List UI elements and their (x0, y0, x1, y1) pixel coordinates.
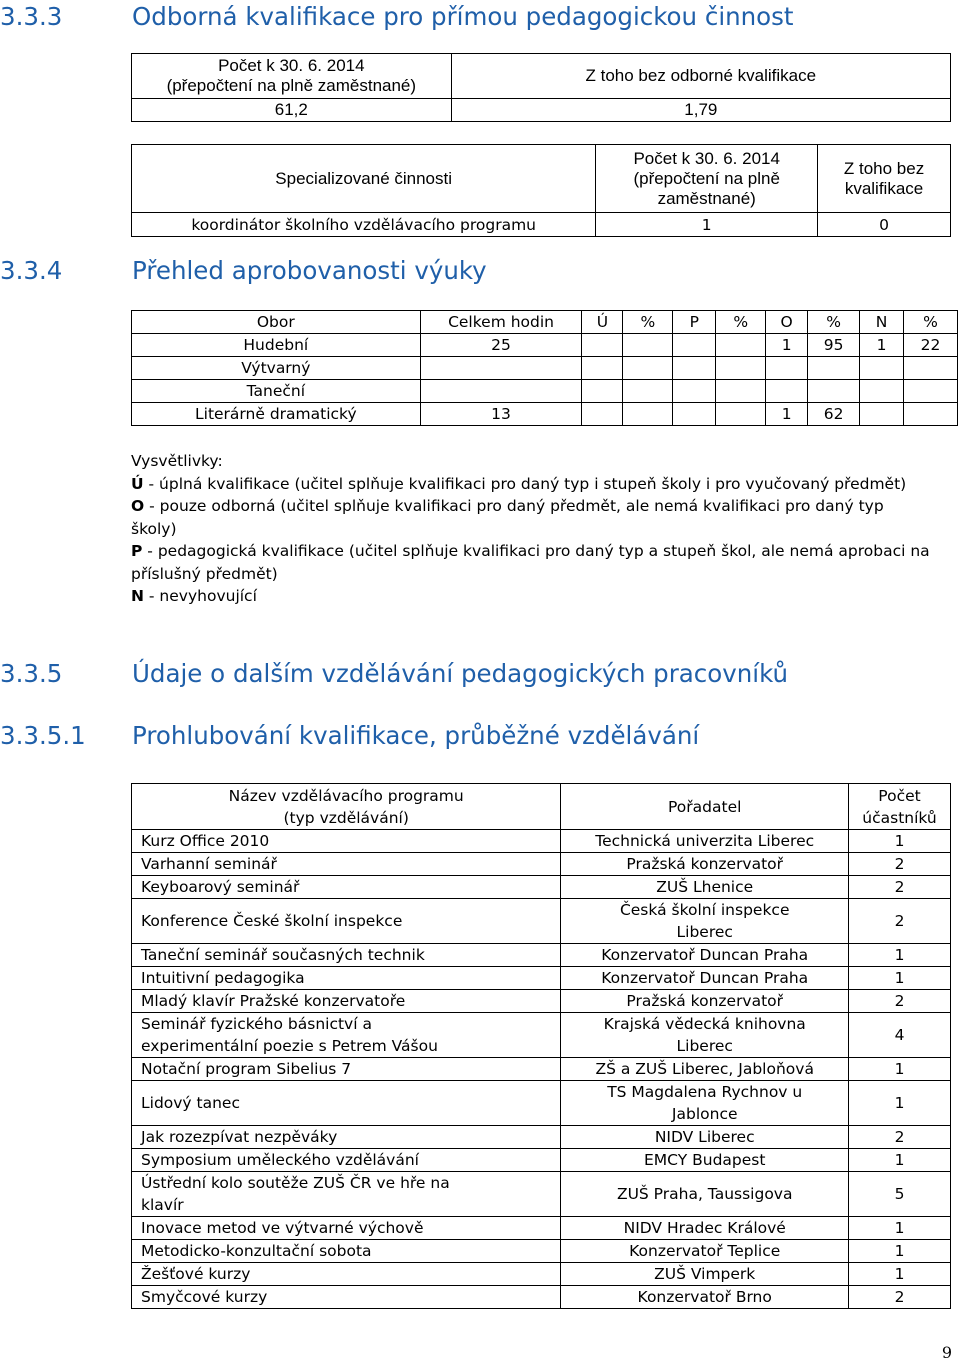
table-row (132, 1013, 951, 1058)
header-count-line1: Počet k 30. 6. 2014 (218, 56, 365, 75)
cell (904, 380, 958, 403)
table-row (132, 334, 958, 357)
header-without-qualification: Z toho bez odborné kvalifikace (451, 54, 950, 99)
cell (623, 334, 673, 357)
page-number: 9 (941, 1343, 952, 1362)
organizer-line: Liberec (676, 1037, 733, 1055)
program-name-line: Notační program Sibelius 7 (141, 1060, 352, 1078)
cell (766, 357, 808, 380)
cell (716, 380, 766, 403)
header-organizer: Pořadatel (561, 784, 849, 830)
cell: Hudební (132, 334, 421, 357)
organizer-line: Konzervatoř Brno (637, 1288, 772, 1306)
row-activity-name: koordinátor školního vzdělávacího programu (132, 213, 596, 237)
participants-count: 1 (849, 1058, 951, 1081)
organizer (561, 1058, 849, 1081)
participants-count: 1 (849, 1263, 951, 1286)
table-row (132, 403, 958, 426)
table-row (132, 1263, 951, 1286)
row-activity-noqual: 0 (818, 213, 951, 237)
header-count-line3: zaměstnané) (657, 188, 756, 208)
header-count-line2: (přepočtení na plně (633, 168, 780, 188)
cell: 62 (808, 403, 860, 426)
program-name-line: Seminář fyzického básnictví a (141, 1015, 372, 1033)
program-name-line: Keyboarový seminář (141, 878, 300, 896)
cell (673, 357, 716, 380)
section-number: 3.3.5 (0, 659, 63, 688)
col-header-p-percent: % (716, 311, 766, 334)
header-program-line1: Název vzdělávacího programu (228, 786, 464, 805)
header-noqual-line1: Z toho bez (843, 158, 925, 178)
cell (860, 403, 904, 426)
cell: 1 (860, 334, 904, 357)
header-specialized: Specializované činnosti (132, 145, 596, 213)
cell (766, 380, 808, 403)
col-header-p: P (673, 311, 716, 334)
cell (420, 380, 582, 403)
organizer-line: Krajská vědecká knihovna (603, 1015, 806, 1033)
legend-key: P (131, 542, 143, 560)
table-row (132, 1172, 951, 1217)
table-row (132, 1286, 951, 1309)
program-name-line: Varhanní seminář (141, 855, 277, 873)
col-header-u-percent: % (623, 311, 673, 334)
cell (582, 380, 623, 403)
participants-count: 1 (849, 1081, 951, 1126)
program-name (132, 1172, 561, 1217)
table-row (132, 990, 951, 1013)
participants-count: 2 (849, 1126, 951, 1149)
legend-text: - nevyhovující (143, 587, 257, 605)
organizer (561, 1286, 849, 1309)
program-name-line: Inovace metod ve výtvarné výchově (141, 1219, 424, 1237)
table-row (132, 380, 958, 403)
header-program (132, 784, 561, 830)
col-header-o: O (766, 311, 808, 334)
cell (716, 357, 766, 380)
value-without-qualification: 1,79 (451, 99, 950, 122)
program-name (132, 853, 561, 876)
organizer-line: Jablonce (671, 1105, 738, 1123)
table-row (132, 1217, 951, 1240)
program-name-line: Symposium uměleckého vzdělávání (141, 1151, 419, 1169)
organizer-line: ZUŠ Vimperk (654, 1265, 756, 1283)
participants-count: 1 (849, 944, 951, 967)
col-header-field: Obor (132, 311, 421, 334)
organizer (561, 830, 849, 853)
cell: Literárně dramatický (132, 403, 421, 426)
program-name-line: Lidový tanec (141, 1094, 240, 1112)
legend-item-o (131, 495, 931, 540)
cell (808, 380, 860, 403)
cell (623, 403, 673, 426)
header-participants (849, 784, 951, 830)
legend-text: - pedagogická kvalifikace (učitel splňuje kvalifikaci pro daný typ a stupeň škol, ale nemá aprobaci na příslušný předmět) (131, 542, 930, 583)
participants-count: 4 (849, 1013, 951, 1058)
teaching-qualification-table (131, 310, 958, 426)
program-name-line: Ústřední kolo soutěže ZUŠ ČR ve hře na (141, 1174, 450, 1192)
cell (904, 403, 958, 426)
organizer-line: EMCY Budapest (644, 1151, 766, 1169)
organizer-line: Technická univerzita Liberec (595, 832, 815, 850)
header-participants-line1: Počet (878, 786, 921, 805)
participants-count: 2 (849, 853, 951, 876)
section-title: Údaje o dalším vzdělávání pedagogických pracovníků (132, 659, 789, 688)
program-name-line: Taneční seminář současných technik (141, 946, 425, 964)
table-row (132, 830, 951, 853)
col-header-u: Ú (582, 311, 623, 334)
header-count-line1: Počet k 30. 6. 2014 (633, 148, 780, 168)
cell: Výtvarný (132, 357, 421, 380)
organizer-line: Konzervatoř Duncan Praha (601, 969, 809, 987)
row-activity-count: 1 (596, 213, 818, 237)
table-row (132, 1126, 951, 1149)
participants-count: 2 (849, 876, 951, 899)
organizer (561, 1081, 849, 1126)
program-name-line: Konference České školní inspekce (141, 912, 403, 930)
specialized-activities-table (131, 144, 951, 237)
cell (904, 357, 958, 380)
program-name (132, 944, 561, 967)
program-name (132, 1240, 561, 1263)
program-name-line: experimentální poezie s Petrem Vášou (141, 1037, 438, 1055)
col-header-total-hours: Celkem hodin (420, 311, 582, 334)
legend-text: - pouze odborná (učitel splňuje kvalifikaci pro daný předmět, ale nemá kvalifikaci pro daný typ školy) (131, 497, 884, 538)
header-count (132, 54, 452, 99)
organizer (561, 967, 849, 990)
program-name (132, 830, 561, 853)
organizer (561, 1149, 849, 1172)
organizer (561, 853, 849, 876)
program-name (132, 1217, 561, 1240)
organizer-line: NIDV Liberec (654, 1128, 755, 1146)
table-row (132, 1058, 951, 1081)
header-count-line2: (přepočtení na plně zaměstnané) (166, 76, 417, 95)
legend-key: O (131, 497, 145, 515)
program-name (132, 1286, 561, 1309)
table-row (132, 876, 951, 899)
participants-count: 1 (849, 830, 951, 853)
participants-count: 1 (849, 1149, 951, 1172)
section-title: Prohlubování kvalifikace, průběžné vzdělávání (132, 721, 700, 750)
program-name (132, 1081, 561, 1126)
cell (623, 357, 673, 380)
section-number: 3.3.4 (0, 256, 63, 285)
value-count: 61,2 (132, 99, 452, 122)
cell: 13 (420, 403, 582, 426)
cell (673, 380, 716, 403)
cell (716, 403, 766, 426)
education-programs-table (131, 783, 951, 1309)
organizer-line: ZUŠ Lhenice (656, 878, 754, 896)
cell (582, 357, 623, 380)
organizer-line: TS Magdalena Rychnov u (607, 1083, 803, 1101)
organizer (561, 1126, 849, 1149)
legend-key: N (131, 587, 144, 605)
cell (582, 334, 623, 357)
organizer (561, 1217, 849, 1240)
section-title: Přehled aprobovanosti výuky (132, 256, 487, 285)
organizer (561, 1013, 849, 1058)
col-header-n: N (860, 311, 904, 334)
program-name-line: Mladý klavír Pražské konzervatoře (141, 992, 406, 1010)
organizer (561, 944, 849, 967)
organizer-line: NIDV Hradec Králové (623, 1219, 786, 1237)
cell (582, 403, 623, 426)
organizer-line: Pražská konzervatoř (626, 992, 784, 1010)
organizer (561, 876, 849, 899)
cell (860, 380, 904, 403)
program-name (132, 876, 561, 899)
legend-item-p (131, 540, 931, 585)
legend-title: Vysvětlivky: (131, 452, 223, 470)
program-name-line: Intuitivní pedagogika (141, 969, 305, 987)
organizer-line: Liberec (676, 923, 733, 941)
cell: Taneční (132, 380, 421, 403)
program-name (132, 990, 561, 1013)
program-name (132, 1058, 561, 1081)
organizer-line: ZŠ a ZUŠ Liberec, Jabloňová (595, 1060, 814, 1078)
header-count (596, 145, 818, 213)
table-row (132, 967, 951, 990)
participants-count: 1 (849, 967, 951, 990)
organizer-line: Konzervatoř Teplice (629, 1242, 781, 1260)
cell (623, 380, 673, 403)
legend (131, 450, 931, 608)
table-row (132, 1149, 951, 1172)
program-name-line: Smyčcové kurzy (141, 1288, 268, 1306)
table-row (132, 944, 951, 967)
organizer (561, 899, 849, 944)
organizer-line: Pražská konzervatoř (626, 855, 784, 873)
header-participants-line2: účastníků (862, 808, 937, 827)
program-name-line: Metodicko-konzultační sobota (141, 1242, 372, 1260)
section-title: Odborná kvalifikace pro přímou pedagogickou činnost (132, 2, 794, 31)
legend-item-n (131, 585, 931, 608)
cell: 22 (904, 334, 958, 357)
program-name-line: klavír (141, 1196, 184, 1214)
cell (860, 357, 904, 380)
cell (673, 334, 716, 357)
legend-key: Ú (131, 474, 144, 493)
cell (808, 357, 860, 380)
section-number: 3.3.5.1 (0, 721, 86, 750)
section-number: 3.3.3 (0, 2, 63, 31)
table-row (132, 1240, 951, 1263)
cell: 1 (766, 403, 808, 426)
cell (420, 357, 582, 380)
program-name-line: Žešťové kurzy (141, 1265, 251, 1283)
col-header-n-percent: % (904, 311, 958, 334)
program-name-line: Kurz Office 2010 (141, 832, 270, 850)
cell (673, 403, 716, 426)
qualification-table (131, 53, 951, 122)
program-name (132, 1263, 561, 1286)
table-row (132, 853, 951, 876)
col-header-o-percent: % (808, 311, 860, 334)
program-name (132, 1149, 561, 1172)
participants-count: 5 (849, 1172, 951, 1217)
program-name-line: Jak rozezpívat nezpěváky (141, 1128, 338, 1146)
program-name (132, 899, 561, 944)
organizer-line: ZUŠ Praha, Taussigova (616, 1185, 793, 1203)
legend-item-u (131, 473, 931, 496)
legend-text: - úplná kvalifikace (učitel splňuje kvalifikaci pro daný typ i stupeň školy i pro vyučovaný předmět) (143, 474, 907, 493)
table-row (132, 357, 958, 380)
participants-count: 1 (849, 1217, 951, 1240)
program-name (132, 1126, 561, 1149)
organizer-line: Česká školní inspekce (619, 901, 790, 919)
header-without-qualification (818, 145, 951, 213)
table-row (132, 1081, 951, 1126)
organizer (561, 1172, 849, 1217)
table-row (132, 899, 951, 944)
header-noqual-line2: kvalifikace (844, 178, 924, 198)
organizer (561, 990, 849, 1013)
organizer (561, 1263, 849, 1286)
cell (716, 334, 766, 357)
cell: 1 (766, 334, 808, 357)
program-name (132, 967, 561, 990)
participants-count: 2 (849, 899, 951, 944)
participants-count: 2 (849, 990, 951, 1013)
participants-count: 2 (849, 1286, 951, 1309)
cell: 25 (420, 334, 582, 357)
header-program-line2: (typ vzdělávání) (283, 808, 409, 827)
organizer (561, 1240, 849, 1263)
organizer-line: Konzervatoř Duncan Praha (601, 946, 809, 964)
participants-count: 1 (849, 1240, 951, 1263)
program-name (132, 1013, 561, 1058)
cell: 95 (808, 334, 860, 357)
